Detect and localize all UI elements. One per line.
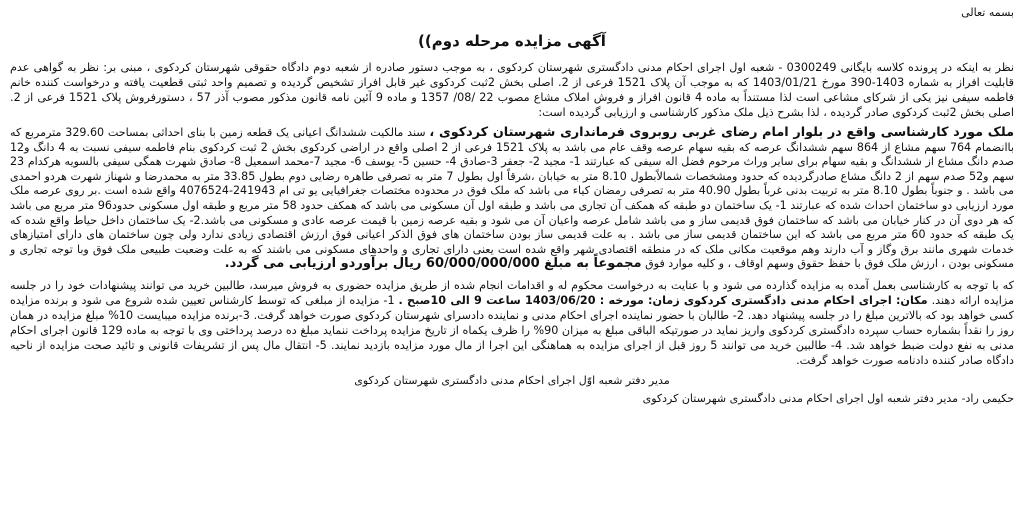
signature-line: مدیر دفتر شعبه اوّل اجرای احکام مدنی دادگستری شهرستان کردکوی xyxy=(354,373,670,387)
property-description: سند مالکیت ششدانگ اعیانی یک قطعه زمین با بنای احداثی بمساحت 329.60 مترمربع که باانضمام 764 سهم مشاع از 864 سهم ششدانگ عرصه که بقیه سهام عرصه وقف عام می باشد به پلاک 1521 فرعی از 2 اصلی واقع در اراضی کردکوی بخش 2 ثبت کردکوی بنام فاطمه سیفی نسبت به 4 دانگ و12 صدم دانگ مشاع از ششدانگ و بقیه سهام برای سایر وراث مرحوم فضل اله سیفی که عبارتند 1- مجید 2- جعفر 3-صادق 4- حسین 5- یوسف 6- مجید 7-محمد اسمعیل 8- صادق شهرت همگی سیفی بالسویه هرکدام 23 سهم و52 صدم سهم از 2 دانگ مشاع صادرگردیده که حدود ومشخصات شمالاًبطول 8.10 متر به خیابان ،شرقاً اول بطول 7 متر به تصرفی طاهره رضایی دوم بطول 33.85 متر به محمدرضا و شهناز شهرت هردو احمدی می باشد . و جنوباً بطول 8.10 متر به تربیت بدنی غرباً بطول 40.90 متر به تصرفی رمضان کیاء می باشد که ملک فوق در محدوده مختصات جغرافیایی یو تی ام 241943-4076524 واقع شده است .بر روی عرصه ملک مورد ارزیابی دو ساختمان احداث شده که عبارتند 1- یک ساختمان دو طبقه که همکف آن تجاری می باشد و طبقه اول آن مسکونی می باشد که همکف حدود 58 متر مربع و طبقه اول مسکونی حدود96 متر مربع می باشد که هر دوی آن در کنار خیابان می باشد که ساختمان فوق قدیمی ساز و می باشد شامل عرصه واعیان آن می شود و بقیه عرصه زمین با قیمت عرصه عادی و مسکونی می باشد.2- یک ساختمان داخل حیاط واقع شده که یک طبقه که حدود 60 متر مربع می باشد که این ساختمان قدیمی ساز می باشد . به علت قدیمی ساز بودن ساختمان های فوق الذکر اعیانی فوق ارزش اقتصادی زیادی ندارد ولی چون ساختمان های دارای امتیازهای خدمات شهری مانند برق وگاز و آب دارند وهم موقعیت مکانی ملک که در منطقه اقتصادی شهر واقع شده است یعنی دارای تجاری و واحدهای مسکونی می باشند که به علت وضعیت طبیعی ملک فوق وبا توجه تجاری و مسکونی بودن ، ارزش ملک فوق با حفظ حقوق وسهم اوقاف ، و کلیه موارد فوق xyxy=(10,126,1015,271)
auction-rules-text: 1- مزایده از مبلغی که توسط کارشناس تعیین شده شروع می شود و برنده مزایده کسی خواهد بود که بالاترین مبلغ را در جلسه پیشنهاد دهد. 2- طالبان با حضور نماینده اجرای احکام مدنی و نماینده دادسرای شهرستان کردکوی صورت خواهد گرفت. 3-برنده مزایده میبایست 10% مبلغ مزایده در همان روز را نقداً بشماره حساب سپرده دادگستری کردکوی واریز نماید در صورتیکه الباقی مبلغ به میزان 90% را ظرف یکماه از تاریخ مزایده پرداخت ننماید مبلغ ده درصد پرداختی وی با توجه به ماده 129 قانون اجرای احکام مدنی به نفع دولت ضبط خواهد شد. 4- طالبین خرید می توانند 5 روز قبل از اجرای مزایده به هماهنگی این اجرا از مال مورد مزایده بازدید نمایند. 5- انتقال مال پس از تشریفات قانونی و تائید صحت مزایده از ناحیه دادگاه صادر کننده دادنامه صورت خواهد گرفت. xyxy=(10,293,1015,367)
auction-place-time: مکان: اجرای احکام مدنی دادگستری کردکوی زمان: مورخه : 1403/06/20 ساعت 9 الی 10صبح . xyxy=(398,293,928,307)
footer-clerk-line: حکیمی راد- مدیر دفتر شعبه اول اجرای احکام مدنی دادگستری شهرستان کردکوی xyxy=(642,391,1014,405)
property-paragraph xyxy=(10,126,1014,272)
notice-title: آگهی مزایده مرحله دوم)) xyxy=(418,32,606,50)
auction-intro-text: که با توجه به کارشناسی بعمل آمده به مزایده گذارده می شود و با عنایت به درخواست محکوم له و اقدامات انجام شده از طریق مزایده حضوری به فروش میرسد، طالبین خرید می توانند پیشنهادات خود را در جلسه مزایده ارائه دهند. xyxy=(10,278,1014,307)
property-location-lead: ملک مورد کارشناسی واقع در بلوار امام رضای غربی روبروی فرمانداری شهرستان کردکوی ، xyxy=(429,125,1014,140)
auction-conditions-paragraph xyxy=(10,278,1014,368)
bismillah-heading: بسمه تعالی xyxy=(961,6,1014,19)
intro-paragraph: نظر به اینکه در پرونده کلاسه بایگانی 0300249 - شعبه اول اجرای احکام مدنی دادگستری شهرستان کردکوی ، به موجب دستور صادره از شعبه دوم دادگاه حقوقی شهرستان کردکوی ، مبنی بر: نظر به گواهی عدم قابلیت افراز به شماره 1403-390 مورخ 1403/01/21 که به موجب آن پلاک 1521 فرعی از 2. اصلی بخش 2ثبت کردکوی غیر قابل افراز تشخیص گردیده و تصمیم واحد ثبتی قطعیت یافته و درخواست کننده خانم فاطمه سیفی نیز یکی از شرکای مشاعی است لذا مستنداً به ماده 4 قانون افراز و فروش املاک مشاع مصوب 22 /08/ 1357 و ماده 9 آئین نامه قانون مذکور مصوب آذر 57 ، دستورفروش پلاک 1521 فرعی از 2. اصلی بخش 2ثبت کردکوی صادر گردیده ، لذا بشرح ذیل ملک مذکور کارشناسی و ارزیابی گردیده است: xyxy=(10,61,1015,119)
appraised-price: مجموعاً به مبلغ 60/000/000/000 ریال برآوردو ارزیابی می گردد. xyxy=(224,256,642,272)
